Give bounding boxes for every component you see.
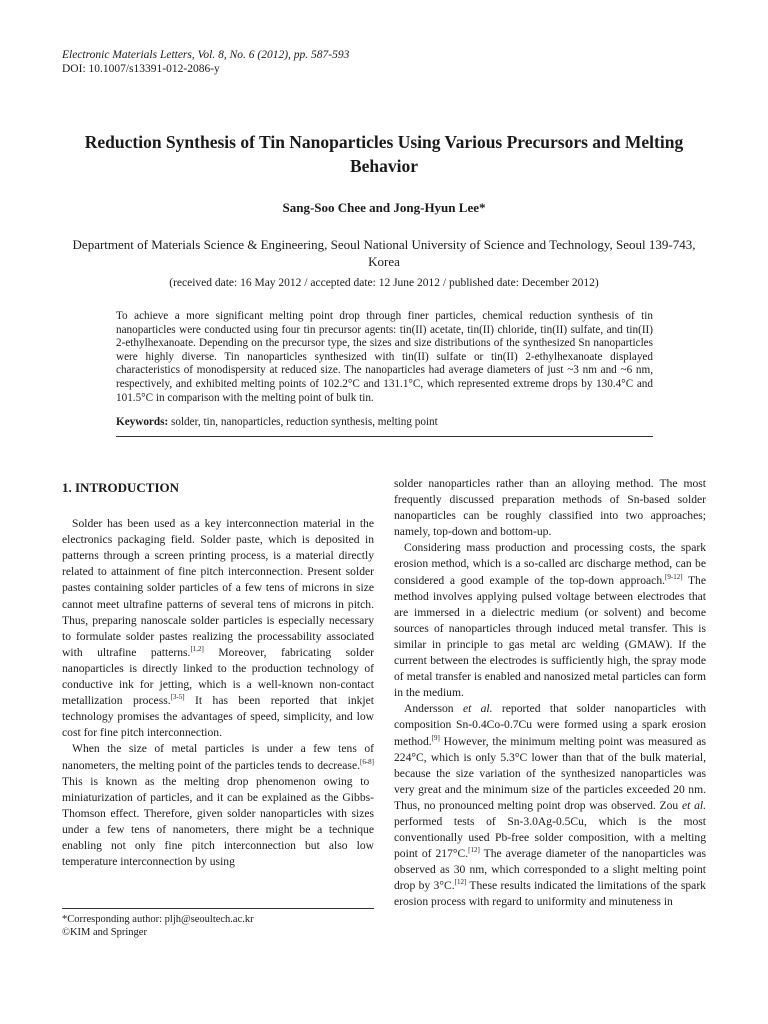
citation[interactable]: [6-8] — [360, 757, 374, 766]
citation[interactable]: [9] — [431, 733, 440, 742]
paper-title: Reduction Synthesis of Tin Nanoparticles Using Various Precursors and Melting Behavior — [84, 132, 684, 176]
authors: Sang-Soo Chee and Jong-Hyun Lee* — [282, 200, 486, 215]
publication-dates: (received date: 16 May 2012 / accepted date: 12 June 2012 / published date: December 2012) — [169, 277, 599, 289]
intro-paragraph-3: solder nanoparticles rather than an alloying method. The most frequently discussed preparation methods of Sn-based solder nanoparticles can be roughly classified into two approaches; namely, top-down and bottom-up. — [394, 477, 706, 539]
doi[interactable]: DOI: 10.1007/s13391-012-2086-y — [62, 63, 220, 75]
left-column — [62, 476, 374, 870]
citation[interactable]: [12] — [468, 846, 480, 855]
footnote — [62, 913, 374, 939]
keywords — [116, 416, 653, 428]
keywords-text: solder, tin, nanoparticles, reduction synthesis, melting point — [171, 416, 438, 428]
intro-paragraph-5: Andersson et al. reported that solder nanoparticles with composition Sn-0.4Co-0.7Cu were formed using a spark erosion method.[9] However, the minimum melting point was measured as 224°C, which is only 5.3°C lower than that of the bulk material, because the size variation of the synthesized nanoparticles was very great and the minimum size of the particles exceeded 20 nm. Thus, no pronounced melting point drop was observed. Zou et al. performed tests of Sn-3.0Ag-0.5Cu, which is the most conventionally used Pb-free solder composition, with a melting point of 217°C.[12] The average diameter of the nanoparticles was observed as 30 nm, which corresponded to a slight melting point drop by 3°C.[12] These results indicated the limitations of the spark erosion process with regard to uniformity and minuteness in — [394, 702, 706, 909]
citation[interactable]: [1,2] — [190, 644, 204, 653]
intro-paragraph-1: Solder has been used as a key interconnection material in the electronics packaging field. Solder paste, which is deposited in patterns through a screen printing process, is a material directly related to attainment of fine pitch interconnection. Present solder pastes containing solder particles of a few tens of microns in size cannot meet ultrafine patterns of several tens of microns in pitch. Thus, preparing nanoscale solder particles is especially necessary to formulate solder pastes realizing the processability associated with ultrafine patterns.[1,2] Moreover, fabricating solder nanoparticles is directly linked to the production technology of conductive ink for jetting, which is a well-known non-contact metallization process.[3-5] It has been reported that inkjet technology promises the advantages of speed, simplicity, and low cost for fine pitch interconnection. — [62, 517, 375, 740]
right-column — [394, 476, 706, 911]
citation[interactable]: [12] — [454, 878, 467, 887]
abstract-divider — [116, 436, 653, 437]
copyright: ©KIM and Springer — [62, 927, 147, 938]
abstract: To achieve a more significant melting point drop through finer particles, chemical reduction synthesis of tin nanoparticles were conducted using four tin precursor agents: tin(II) acetate, tin(II) chloride, tin(II) sulfate, and tin(II) 2-ethylhexanoate. Depending on the precursor type, the sizes and size distributions of the synthesized Sn nanoparticles were highly diverse. Tin nanoparticles synthesized with tin(II) sulfate or tin(II) 2-ethylhexanoate displayed characteristics of monodispersity at reduced size. The nanoparticles had average diameters of just ~3 nm and ~6 nm, respectively, and exhibited melting points of 102.2°C and 131.1°C, which represented extreme drops by 130.4°C and 101.5°C in comparison with the melting point of bulk tin. — [116, 310, 653, 404]
section-heading-introduction: 1. INTRODUCTION — [62, 480, 180, 495]
keywords-label: Keywords: — [116, 416, 169, 428]
affiliation: Department of Materials Science & Engineering, Seoul National University of Science and Technology, Seoul 139-743, Korea — [72, 237, 696, 269]
citation[interactable]: [3-5] — [170, 693, 185, 702]
citation[interactable]: [9-12] — [665, 572, 683, 581]
footnote-divider — [62, 908, 374, 909]
corresponding-author: *Corresponding author: pljh@seoultech.ac.kr — [62, 914, 254, 925]
intro-paragraph-4: Considering mass production and processing costs, the spark erosion method, which is a so-called arc discharge method, can be considered a good example of the top-down approach.[9-12] The method involves applying pulsed voltage between electrodes that are immersed in a dielectric medium (or solvent) and become sources of nanoparticles through induced metal transfer. This is similar in principle to gas metal arc welding (GMAW). If the current between the electrodes is sufficiently high, the spray mode of metal transfer is enabled and nanosized metal particles can form in the medium. — [394, 541, 706, 700]
journal-citation: Electronic Materials Letters, Vol. 8, No. 6 (2012), pp. 587-593 — [62, 49, 350, 61]
journal-header — [62, 48, 349, 76]
intro-paragraph-2: When the size of metal particles is under a few tens of nanometers, the melting point of the particles tends to decrease.[6-8] This is known as the melting drop phenomenon owing to miniaturization of particles, and it can be explained as the Gibbs-Thomson effect. Therefore, given solder nanoparticles with sizes under a few tens of nanometers, there might be a technique enabling not only fine pitch interconnection but also low temperature interconnection by using — [62, 742, 374, 869]
